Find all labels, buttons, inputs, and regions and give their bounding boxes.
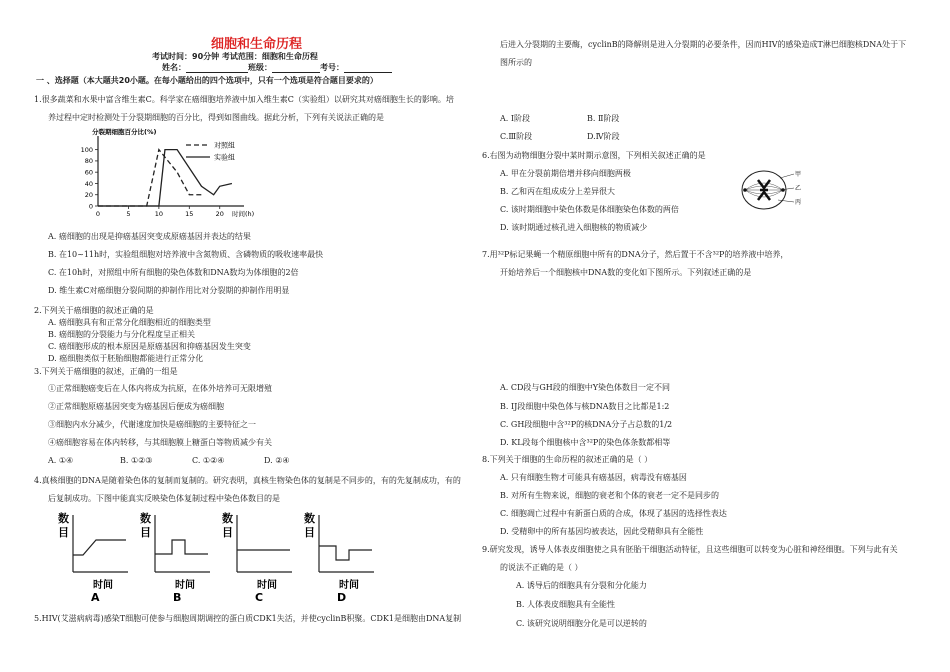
q5-stem-3: 图所示的 [500,58,532,67]
q4-graph-b-label: B [173,591,182,604]
name-field[interactable] [186,72,248,73]
q1-chart-xtick-label-0: 0 [95,210,101,218]
q1-chart-xtick-label-3: 15 [185,210,194,218]
q1-chart-xtick-label-1: 5 [126,210,131,218]
q1-chart-ytick-label-3: 60 [84,168,93,177]
q6-stem: 6.右图为动物细胞分裂中某时期示意图，下列相关叙述正确的是 [482,151,706,160]
q4-graph-a-ylabel-2: 目 [58,526,69,539]
q4-graph-a-curve [73,540,126,555]
q4-graph-a[interactable] [48,510,128,604]
q1-chart-xtick-label-4: 20 [215,210,224,218]
q8-option-c[interactable]: C. 细胞凋亡过程中有新蛋白质的合成，体现了基因的选择性表达 [500,509,727,518]
q3-stem: 3.下列关于癌细胞的叙述，正确的一组是 [34,367,178,376]
page-title: 细胞和生命历程 [211,37,303,52]
q4-graph-d[interactable] [294,510,374,604]
q4-graph-c[interactable] [212,510,292,604]
q2-option-d[interactable]: D. 癌细胞类似于胚胎细胞都能进行正常分化 [48,354,204,363]
q7-stem-2: 开始培养后一个细胞核中DNA数的变化如下图所示。下列叙述正确的是 [500,268,752,277]
q1-chart-ytick-label-4: 80 [84,157,93,166]
q8-option-b[interactable]: B. 对所有生物来说，细胞的衰老和个体的衰老一定不是同步的 [500,491,719,500]
q5-stem-1: 5.HIV(艾滋病病毒)感染T细胞可使参与细胞周期调控的蛋白质CDK1失活，并使cyclinB积聚。CDK1是细胞由DNA复制 [34,614,462,623]
q4-graph-d-label: D [337,591,347,604]
q1-chart-xlabel: 时间(h) [232,210,255,218]
q3-option-a[interactable]: A. ①④ [48,456,74,465]
q6-label-line-1 [780,174,794,178]
q4-graph-d-ylabel-2: 目 [304,526,315,539]
q9-stem-1: 9.研究发现，诱导人体表皮细胞使之具有胚胎干细胞活动特征，且这些细胞可以转变为心脏和神经细胞。下列与此有关 [482,545,898,554]
q4-graph-c-xlabel: 时间 [257,580,277,591]
q9-option-b[interactable]: B. 人体表皮细胞具有全能性 [516,600,615,609]
q7-option-d[interactable]: D. KL段每个细胞核中含³²P的染色体条数都相等 [500,438,671,447]
q2-stem: 2.下列关于癌细胞的叙述正确的是 [34,306,154,315]
q5-option-b[interactable]: B. Ⅱ阶段 [587,114,620,123]
q7-stem-1: 7.用³²P标记果蝇一个精原细胞中所有的DNA分子，然后置于不含³²P的培养液中培养， [482,250,789,259]
q1-chart-title: 分裂期细胞百分比(%) [92,128,157,136]
q4-graph-a-ylabel-1: 数 [58,512,69,525]
q6-label-yi: 乙 [795,185,802,192]
exam-info: 考试时间：90分钟 考试范围：细胞和生命历程 [152,52,318,61]
q2-option-c[interactable]: C. 癌细胞形成的根本原因是原癌基因和抑癌基因发生突变 [48,342,251,351]
q5-option-d[interactable]: D.Ⅳ阶段 [587,132,620,141]
q1-option-d[interactable]: D. 维生素C对癌细胞分裂间期的抑制作用比对分裂期的抑制作用明显 [48,286,290,295]
q6-option-c[interactable]: C. 该时期细胞中染色体数是体细胞染色体数的两倍 [500,205,679,214]
q4-stem-1: 4.真核细胞的DNA是随着染色体的复制而复制的。研究表明，真核生物染色体的复制是不同步的，有的先复制成功，有的 [34,476,461,485]
q2-option-b[interactable]: B. 癌细胞的分裂能力与分化程度呈正相关 [48,330,195,339]
q1-chart-ytick-label-0: 0 [88,202,93,211]
q4-graph-d-curve [319,546,372,560]
q4-graph-b-ylabel-2: 目 [140,526,151,539]
q8-option-a[interactable]: A. 只有细胞生物才可能具有癌基因，病毒没有癌基因 [500,473,687,482]
q1-option-b[interactable]: B. 在10~11h时，实验组细胞对培养液中含氮物质、含磷物质的吸收速率最快 [48,250,324,259]
q3-statement-3: ③细胞内水分减少，代谢速度加快是癌细胞的主要特征之一 [48,420,256,429]
q1-chart-series-0 [98,150,201,206]
number-field[interactable] [344,72,392,73]
q1-chart-ytick-label-1: 20 [84,191,93,200]
q4-graph-c-ylabel-1: 数 [222,512,233,525]
q1-stem-1: 1.很多蔬菜和水果中富含维生素C。科学家在癌细胞培养液中加入维生素C（实验组）以研究其对癌细胞生长的影响。培 [34,95,454,104]
class-label: 班级： [248,63,272,72]
student-info-line [162,63,392,73]
q3-statement-1: ①正常细胞癌变后在人体内将成为抗原，在体外培养可无限增殖 [48,384,272,393]
q3-option-c[interactable]: C. ①②④ [192,456,225,465]
q6-option-a[interactable]: A. 甲在分裂前期倍增并移向细胞两极 [500,169,631,178]
q8-option-d[interactable]: D. 受精卵中的所有基因均被表达，因此受精卵具有全能性 [500,527,704,536]
q1-chart-ytick-label-5: 100 [80,145,93,154]
q4-graph-d-ylabel-1: 数 [304,512,315,525]
q9-option-c[interactable]: C. 该研究说明细胞分化是可以逆转的 [516,619,647,628]
q4-graph-c-ylabel-2: 目 [222,526,233,539]
q5-stem-2: 后进入分裂期的主要酶，cyclinB的降解则是进入分裂期的必要条件，因而HIV的感染造成T淋巴细胞核DNA处于下 [500,40,907,49]
q7-option-a[interactable]: A. CD段与GH段的细胞中Y染色体数目一定不同 [500,383,671,392]
q2-option-a[interactable]: A. 癌细胞具有和正常分化细胞相近的细胞类型 [48,318,211,327]
q5-option-c[interactable]: C.Ⅲ阶段 [500,132,533,141]
q6-option-b[interactable]: B. 乙和丙在组成成分上差异很大 [500,187,615,196]
q1-option-c[interactable]: C. 在10h时，对照组中所有细胞的染色体数和DNA数均为体细胞的2倍 [48,268,299,277]
q4-graph-b[interactable] [130,510,210,604]
q9-stem-2: 的说法不正确的是（ ） [500,563,583,572]
q7-option-c[interactable]: C. GH段细胞中含³²P的核DNA分子占总数的1/2 [500,420,673,429]
q3-statement-4: ④癌细胞容易在体内转移，与其细胞膜上糖蛋白等物质减少有关 [48,438,272,447]
class-field[interactable] [272,72,320,73]
q7-option-b[interactable]: B. IJ段细胞中染色体与核DNA数目之比都是1:2 [500,402,670,411]
section-heading: 一 、选择题（本大题共20小题。在每小题给出的四个选项中，只有一个选项是符合题目要求的） [36,76,378,85]
q3-option-b[interactable]: B. ①②③ [120,456,153,465]
q1-chart-legend-label-1: 实验组 [214,153,235,162]
q4-graph-d-xlabel: 时间 [339,580,359,591]
q3-statement-2: ②正常细胞原癌基因突变为癌基因后便成为癌细胞 [48,402,224,411]
q6-label-line-3 [778,200,794,202]
q4-graph-b-xlabel: 时间 [175,580,195,591]
q3-option-d[interactable]: D. ②④ [264,456,290,465]
q6-option-d[interactable]: D. 该时期通过核孔进入细胞核的物质减少 [500,223,648,232]
name-label: 姓名： [162,63,186,72]
q1-option-a[interactable]: A. 癌细胞的出现是抑癌基因突变成原癌基因并表达的结果 [48,232,251,241]
q8-stem: 8.下列关于细胞的生命历程的叙述正确的是（ ） [482,455,653,464]
q5-option-a[interactable]: A. Ⅰ阶段 [500,114,531,123]
q1-chart-xtick-label-2: 10 [154,210,164,218]
q1-line-chart [60,128,290,228]
q1-stem-2: 养过程中定时检测处于分裂期细胞的百分比，得到如图曲线。据此分析，下列有关说法正确的是 [48,113,384,122]
q4-graph-a-xlabel: 时间 [93,580,113,591]
q1-chart-ytick-label-2: 40 [84,179,93,188]
q6-label-bing: 丙 [795,199,802,206]
q6-label-jia: 甲 [795,171,802,178]
q6-centrosome-left [743,188,747,192]
q4-graph-c-label: C [255,591,264,604]
number-label: 考号： [320,63,344,72]
q4-graph-b-curve [155,540,208,554]
q6-cell-division-diagram [740,168,810,213]
q1-chart-legend-label-0: 对照组 [214,141,235,150]
q4-stem-2: 后复制成功。下图中能真实反映染色体复制过程中染色体数目的是 [48,494,280,503]
q9-option-a[interactable]: A. 诱导后的细胞具有分裂和分化能力 [516,581,647,590]
q4-graph-b-ylabel-1: 数 [140,512,151,525]
q4-graph-a-label: A [91,591,100,604]
